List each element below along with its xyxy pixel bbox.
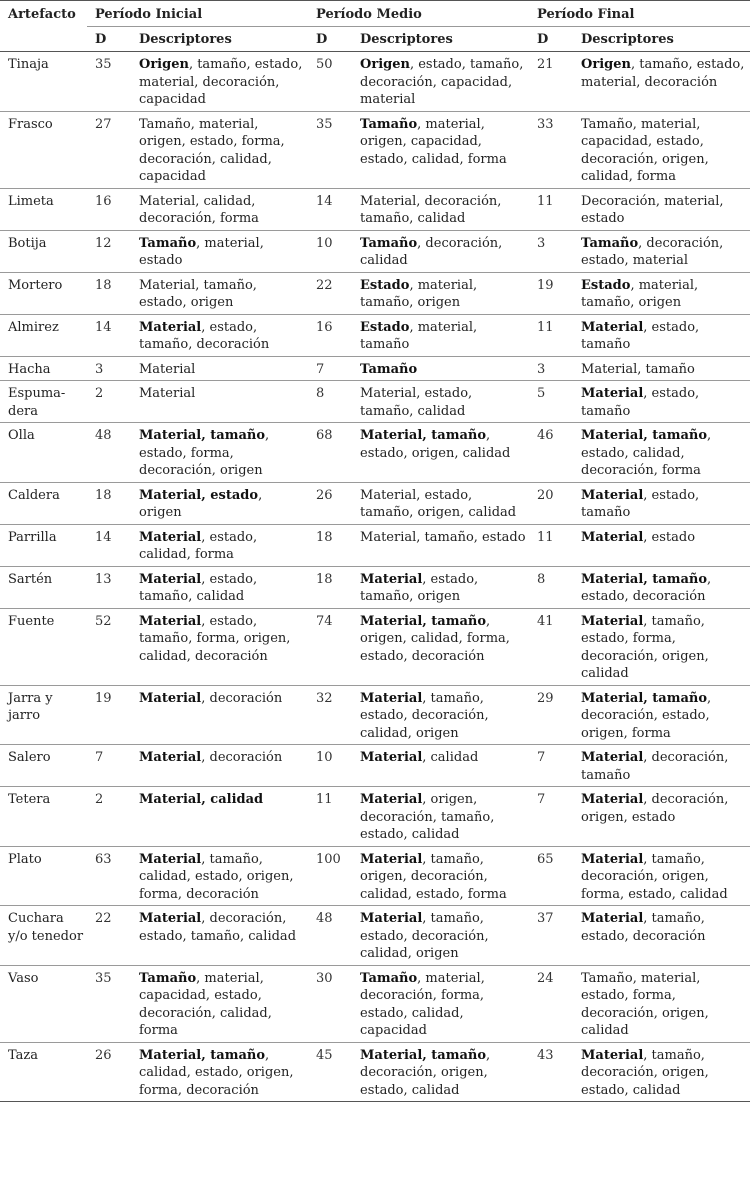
descriptor-rest: Material, decoración, tamaño, calidad xyxy=(360,193,502,226)
artefacto-name: Tinaja xyxy=(8,57,49,72)
descriptor-rest: , tamaño, estado, material, decoración, capacidad xyxy=(139,57,303,107)
descriptores-cell xyxy=(352,787,529,847)
d-value: 33 xyxy=(537,116,554,132)
descriptor-rest: , origen xyxy=(139,487,263,520)
descriptor-rest: , estado, tamaño xyxy=(581,487,700,520)
artefacto-name: Olla xyxy=(8,428,35,443)
descriptores-cell xyxy=(573,787,750,847)
artefacto-name: Hacha xyxy=(8,361,51,377)
descriptor-rest: , material, estado xyxy=(139,235,264,268)
d-value: 24 xyxy=(537,970,554,986)
descriptor-rest: , decoración xyxy=(201,690,283,706)
descriptor-rest: Tamaño, material, origen, estado, forma, decoración, calidad, capacidad xyxy=(139,116,285,184)
artefacto-name: Sartén xyxy=(8,571,53,587)
d-value: 48 xyxy=(316,911,333,926)
d-value: 3 xyxy=(537,235,546,251)
descriptor-rest: , decoración, estado, material xyxy=(581,235,724,268)
d-value: 35 xyxy=(316,116,333,132)
descriptores-cell xyxy=(352,965,529,1042)
descriptor-bold: Tamaño xyxy=(139,970,197,986)
descriptor-rest: , estado, tamaño, origen xyxy=(360,571,479,604)
descriptor-bold: Material xyxy=(139,613,202,629)
descriptor-bold: Material xyxy=(360,911,423,926)
artefacto-name: Limeta xyxy=(8,193,54,209)
descriptor-bold: Tamaño xyxy=(360,970,418,986)
descriptor-bold: Material xyxy=(139,750,202,765)
d-value: 5 xyxy=(537,386,546,401)
descriptores-cell xyxy=(352,272,529,314)
descriptor-bold: Origen xyxy=(360,57,410,72)
descriptores-cell xyxy=(131,111,308,188)
table-row xyxy=(0,188,750,230)
descriptor-bold: Material xyxy=(581,386,644,401)
descriptor-rest: , estado, tamaño, forma, origen, calidad, decoración xyxy=(139,613,291,664)
descriptor-bold: Material, estado xyxy=(139,487,259,503)
descriptores-cell xyxy=(573,314,750,356)
d-header: D xyxy=(87,27,131,52)
d-value: 18 xyxy=(95,277,112,293)
descriptor-rest: Material, estado, tamaño, origen, calidad xyxy=(360,487,517,520)
descriptor-bold: Material xyxy=(581,1047,644,1063)
table-body xyxy=(0,52,750,1102)
descriptores-cell xyxy=(352,745,529,787)
artefacto-name: Fuente xyxy=(8,613,55,629)
descriptores-cell xyxy=(131,230,308,272)
descriptores-cell xyxy=(352,524,529,566)
descriptor-rest: , decoración, tamaño xyxy=(581,750,729,783)
table-row xyxy=(0,314,750,356)
descriptor-rest: Material, tamaño, estado, origen xyxy=(139,277,257,310)
descriptor-rest: , estado, tamaño, decoración, capacidad, material xyxy=(360,57,524,107)
descriptor-rest: , decoración, origen, estado xyxy=(581,792,729,825)
descriptor-rest: , decoración, calidad xyxy=(360,235,503,268)
header-row-columns xyxy=(0,27,750,52)
artefacto-name: Caldera xyxy=(8,487,60,503)
artefacto-name: Botija xyxy=(8,235,47,251)
descriptores-cell xyxy=(131,685,308,745)
descriptor-rest: , tamaño, estado, decoración xyxy=(581,911,706,944)
d-value: 18 xyxy=(95,487,112,503)
descriptores-cell xyxy=(573,423,750,483)
d-value: 11 xyxy=(537,319,554,335)
descriptor-bold: Material xyxy=(581,911,644,926)
descriptor-bold: Material xyxy=(581,613,644,629)
descriptor-bold: Origen xyxy=(139,57,189,72)
descriptores-cell xyxy=(352,1042,529,1102)
d-value: 27 xyxy=(95,116,112,132)
d-value: 37 xyxy=(537,911,554,926)
d-value: 16 xyxy=(95,193,112,209)
descriptor-bold: Material xyxy=(360,690,423,706)
descriptores-cell xyxy=(573,52,750,112)
descriptor-bold: Material xyxy=(581,750,644,765)
table-row xyxy=(0,906,750,966)
descriptor-bold: Material, calidad xyxy=(139,792,264,807)
descriptor-rest: , calidad, estado, origen, forma, decoración xyxy=(139,1047,294,1098)
table-row xyxy=(0,524,750,566)
d-value: 14 xyxy=(316,193,333,209)
descriptor-rest: , estado, tamaño xyxy=(581,319,700,352)
descriptor-rest: Material, calidad, decoración, forma xyxy=(139,193,259,226)
table-row xyxy=(0,608,750,685)
descriptores-header: Descriptores xyxy=(573,27,750,52)
d-value: 10 xyxy=(316,750,333,765)
descriptor-bold: Estado xyxy=(360,319,410,335)
descriptor-rest: , origen, decoración, tamaño, estado, calidad xyxy=(360,792,495,842)
descriptor-bold: Material xyxy=(360,750,423,765)
descriptor-bold: Tamaño xyxy=(139,235,197,251)
d-value: 43 xyxy=(537,1047,554,1063)
d-value: 2 xyxy=(95,386,104,401)
d-value: 16 xyxy=(316,319,333,335)
descriptor-bold: Tamaño xyxy=(360,361,418,377)
descriptores-cell xyxy=(352,566,529,608)
descriptor-rest: Material, estado, tamaño, calidad xyxy=(360,386,473,419)
descriptores-cell xyxy=(352,52,529,112)
descriptor-rest: , tamaño, calidad, estado, origen, forma, decoración xyxy=(139,851,294,902)
table-row xyxy=(0,787,750,847)
d-value: 7 xyxy=(537,750,546,765)
descriptor-bold: Material xyxy=(360,571,423,587)
table-row xyxy=(0,111,750,188)
descriptor-bold: Material, tamaño xyxy=(360,613,487,629)
artefacto-name: Salero xyxy=(8,750,51,765)
descriptor-rest: , decoración, estado, origen, forma xyxy=(581,690,712,741)
descriptores-cell xyxy=(352,314,529,356)
d-value: 63 xyxy=(95,851,112,867)
descriptor-bold: Material, tamaño xyxy=(139,1047,266,1063)
d-value: 45 xyxy=(316,1047,333,1063)
descriptor-bold: Material xyxy=(360,851,423,867)
descriptores-cell xyxy=(352,482,529,524)
d-value: 65 xyxy=(537,851,554,867)
descriptor-rest: , tamaño, estado, material, decoración xyxy=(581,57,745,90)
d-value: 50 xyxy=(316,57,333,72)
d-value: 32 xyxy=(316,690,333,706)
artefacto-name: Taza xyxy=(8,1047,39,1063)
table-row xyxy=(0,230,750,272)
artefacto-header: Artefacto xyxy=(8,7,76,22)
descriptores-cell xyxy=(131,787,308,847)
descriptor-bold: Material xyxy=(581,487,644,503)
artefacto-name: Frasco xyxy=(8,116,53,132)
descriptor-rest: , material, tamaño, origen xyxy=(581,277,699,310)
descriptor-bold: Material xyxy=(581,319,644,335)
d-value: 19 xyxy=(95,690,112,706)
descriptores-cell xyxy=(131,1042,308,1102)
descriptor-rest: , tamaño, origen, decoración, calidad, estado, forma xyxy=(360,851,507,902)
descriptor-rest: Tamaño, material, capacidad, estado, decoración, origen, calidad, forma xyxy=(581,116,709,184)
descriptor-bold: Material, tamaño xyxy=(581,690,708,706)
d-value: 3 xyxy=(95,361,104,377)
descriptor-bold: Material, tamaño xyxy=(581,571,708,587)
descriptor-rest: , estado, calidad, forma xyxy=(139,529,258,562)
artefacto-subheader-empty xyxy=(0,27,87,52)
d-value: 26 xyxy=(316,487,333,503)
descriptores-cell xyxy=(573,356,750,381)
descriptores-cell xyxy=(573,685,750,745)
descriptor-bold: Material, tamaño xyxy=(139,428,266,443)
d-value: 2 xyxy=(95,792,104,807)
d-value: 48 xyxy=(95,428,112,443)
d-value: 12 xyxy=(95,235,112,251)
descriptor-rest: , estado, tamaño, calidad xyxy=(139,571,258,604)
descriptor-rest: , estado, origen, calidad xyxy=(360,428,511,461)
d-value: 35 xyxy=(95,57,112,72)
descriptores-cell xyxy=(352,356,529,381)
descriptor-rest: Material, tamaño xyxy=(581,361,695,377)
d-value: 26 xyxy=(95,1047,112,1063)
table-row xyxy=(0,685,750,745)
artefacto-name: Vaso xyxy=(8,970,39,986)
d-value: 68 xyxy=(316,428,333,443)
table-row xyxy=(0,52,750,112)
descriptores-cell xyxy=(352,381,529,423)
d-value: 3 xyxy=(537,361,546,377)
d-value: 7 xyxy=(95,750,104,765)
artefacto-name: Parrilla xyxy=(8,529,57,545)
descriptores-cell xyxy=(352,685,529,745)
descriptores-cell xyxy=(131,52,308,112)
period-header-medio: Período Medio xyxy=(316,7,422,22)
d-value: 10 xyxy=(316,235,333,251)
d-value: 22 xyxy=(95,911,112,926)
descriptor-rest: Tamaño, material, estado, forma, decoración, origen, calidad xyxy=(581,970,709,1038)
descriptor-bold: Material xyxy=(139,851,202,867)
d-value: 100 xyxy=(316,851,341,867)
descriptor-rest: , material, tamaño, origen xyxy=(360,277,478,310)
descriptores-cell xyxy=(573,566,750,608)
artefacto-name: Almirez xyxy=(8,319,59,335)
descriptor-bold: Material xyxy=(581,851,644,867)
descriptor-rest: , material, tamaño xyxy=(360,319,478,352)
table-row xyxy=(0,1042,750,1102)
descriptores-cell xyxy=(573,906,750,966)
descriptor-rest: Material, tamaño, estado xyxy=(360,529,526,545)
descriptores-cell xyxy=(573,482,750,524)
d-value: 74 xyxy=(316,613,333,629)
d-value: 21 xyxy=(537,57,554,72)
d-value: 11 xyxy=(537,529,554,545)
descriptores-cell xyxy=(131,188,308,230)
descriptores-cell xyxy=(573,745,750,787)
table-row xyxy=(0,356,750,381)
descriptor-rest: , estado, decoración xyxy=(581,571,712,604)
descriptores-cell xyxy=(573,965,750,1042)
d-value: 20 xyxy=(537,487,554,503)
descriptor-bold: Material xyxy=(139,319,202,335)
descriptor-bold: Material xyxy=(581,792,644,807)
d-value: 19 xyxy=(537,277,554,293)
period-header-inicial: Período Inicial xyxy=(95,7,203,22)
descriptor-bold: Tamaño xyxy=(360,116,418,132)
descriptores-cell xyxy=(131,272,308,314)
descriptor-rest: , estado, tamaño xyxy=(581,386,700,419)
descriptores-cell xyxy=(131,566,308,608)
descriptores-cell xyxy=(573,111,750,188)
artefacto-name: Mortero xyxy=(8,277,63,293)
descriptor-bold: Material, tamaño xyxy=(360,1047,487,1063)
period-header-final: Período Final xyxy=(537,7,635,22)
descriptores-cell xyxy=(131,356,308,381)
descriptores-cell xyxy=(352,906,529,966)
descriptor-rest: , tamaño, decoración, origen, forma, estado, calidad xyxy=(581,851,728,902)
table-row xyxy=(0,745,750,787)
descriptores-cell xyxy=(352,846,529,906)
table-row xyxy=(0,381,750,423)
descriptores-cell xyxy=(573,188,750,230)
descriptores-cell xyxy=(352,230,529,272)
descriptor-bold: Origen xyxy=(581,57,631,72)
d-value: 30 xyxy=(316,970,333,986)
header-row-periods xyxy=(0,1,750,27)
descriptores-cell xyxy=(131,965,308,1042)
d-header: D xyxy=(529,27,573,52)
descriptor-bold: Material xyxy=(139,571,202,587)
descriptor-bold: Material, tamaño xyxy=(360,428,487,443)
artefacto-name: Plato xyxy=(8,851,42,867)
table-row xyxy=(0,566,750,608)
descriptor-rest: , estado, calidad, decoración, forma xyxy=(581,428,712,478)
table-row xyxy=(0,846,750,906)
descriptor-rest: , tamaño, estado, forma, decoración, origen, calidad xyxy=(581,613,709,681)
descriptores-cell xyxy=(573,1042,750,1102)
table-row xyxy=(0,423,750,483)
descriptor-rest: , material, decoración, forma, estado, calidad, capacidad xyxy=(360,970,485,1038)
d-value: 46 xyxy=(537,428,554,443)
descriptor-rest: , decoración xyxy=(201,750,283,765)
descriptores-header: Descriptores xyxy=(352,27,529,52)
d-value: 8 xyxy=(537,571,546,587)
descriptores-cell xyxy=(573,524,750,566)
d-value: 7 xyxy=(316,361,325,377)
descriptores-cell xyxy=(573,608,750,685)
table-row xyxy=(0,482,750,524)
descriptor-bold: Material xyxy=(581,529,644,545)
descriptor-rest: , decoración, origen, estado, calidad xyxy=(360,1047,491,1098)
descriptores-cell xyxy=(131,423,308,483)
artefacto-name: Jarra y jarro xyxy=(8,690,53,723)
descriptor-bold: Material xyxy=(360,792,423,807)
d-value: 14 xyxy=(95,529,112,545)
d-value: 14 xyxy=(95,319,112,335)
d-value: 35 xyxy=(95,970,112,986)
d-value: 41 xyxy=(537,613,554,629)
descriptor-bold: Tamaño xyxy=(360,235,418,251)
d-value: 52 xyxy=(95,613,112,629)
descriptores-cell xyxy=(573,272,750,314)
descriptores-cell xyxy=(352,188,529,230)
d-value: 11 xyxy=(537,193,554,209)
descriptores-cell xyxy=(131,524,308,566)
descriptor-bold: Material, tamaño xyxy=(581,428,708,443)
descriptores-cell xyxy=(573,846,750,906)
d-value: 29 xyxy=(537,690,554,706)
descriptores-cell xyxy=(131,906,308,966)
descriptores-cell xyxy=(352,608,529,685)
d-value: 18 xyxy=(316,571,333,587)
table-row xyxy=(0,272,750,314)
descriptor-bold: Material xyxy=(139,911,202,926)
descriptor-rest: Decoración, material, estado xyxy=(581,193,724,226)
descriptores-cell xyxy=(131,608,308,685)
d-value: 8 xyxy=(316,386,325,401)
descriptor-rest: , material, origen, capacidad, estado, calidad, forma xyxy=(360,116,507,167)
d-value: 22 xyxy=(316,277,333,293)
descriptores-cell xyxy=(573,230,750,272)
d-value: 11 xyxy=(316,792,333,807)
descriptor-bold: Estado xyxy=(581,277,631,293)
descriptores-cell xyxy=(131,381,308,423)
descriptores-header: Descriptores xyxy=(131,27,308,52)
descriptores-cell xyxy=(131,846,308,906)
descriptores-cell xyxy=(352,423,529,483)
table-row xyxy=(0,965,750,1042)
artefacto-name: Tetera xyxy=(8,792,51,807)
descriptores-cell xyxy=(131,745,308,787)
descriptores-cell xyxy=(131,314,308,356)
d-value: 13 xyxy=(95,571,112,587)
descriptor-rest: Material xyxy=(139,386,196,401)
descriptor-bold: Estado xyxy=(360,277,410,293)
descriptor-rest: , estado, tamaño, decoración xyxy=(139,319,270,352)
d-value: 7 xyxy=(537,792,546,807)
descriptor-rest: , decoración, estado, tamaño, calidad xyxy=(139,911,297,944)
descriptor-rest: , estado, forma, decoración, origen xyxy=(139,428,270,478)
descriptores-cell xyxy=(131,482,308,524)
descriptor-rest: , estado xyxy=(643,529,696,545)
descriptor-bold: Tamaño xyxy=(581,235,639,251)
descriptores-cell xyxy=(352,111,529,188)
descriptor-rest: , material, capacidad, estado, decoración, calidad, forma xyxy=(139,970,272,1038)
descriptor-bold: Material xyxy=(139,690,202,706)
descriptor-rest: , calidad xyxy=(422,750,479,765)
artefacto-name: Espuma-dera xyxy=(8,386,66,419)
descriptores-cell xyxy=(573,381,750,423)
artefacto-name: Cuchara y/o tenedor xyxy=(8,911,84,944)
descriptor-rest: , tamaño, estado, decoración, calidad, origen xyxy=(360,690,489,741)
descriptor-rest: , tamaño, estado, decoración, calidad, origen xyxy=(360,911,489,961)
descriptor-rest: , origen, calidad, forma, estado, decoración xyxy=(360,613,510,664)
descriptor-rest: Material xyxy=(139,361,196,377)
d-header: D xyxy=(308,27,352,52)
d-value: 18 xyxy=(316,529,333,545)
descriptor-bold: Material xyxy=(139,529,202,545)
descriptor-rest: , tamaño, decoración, origen, estado, calidad xyxy=(581,1047,709,1098)
